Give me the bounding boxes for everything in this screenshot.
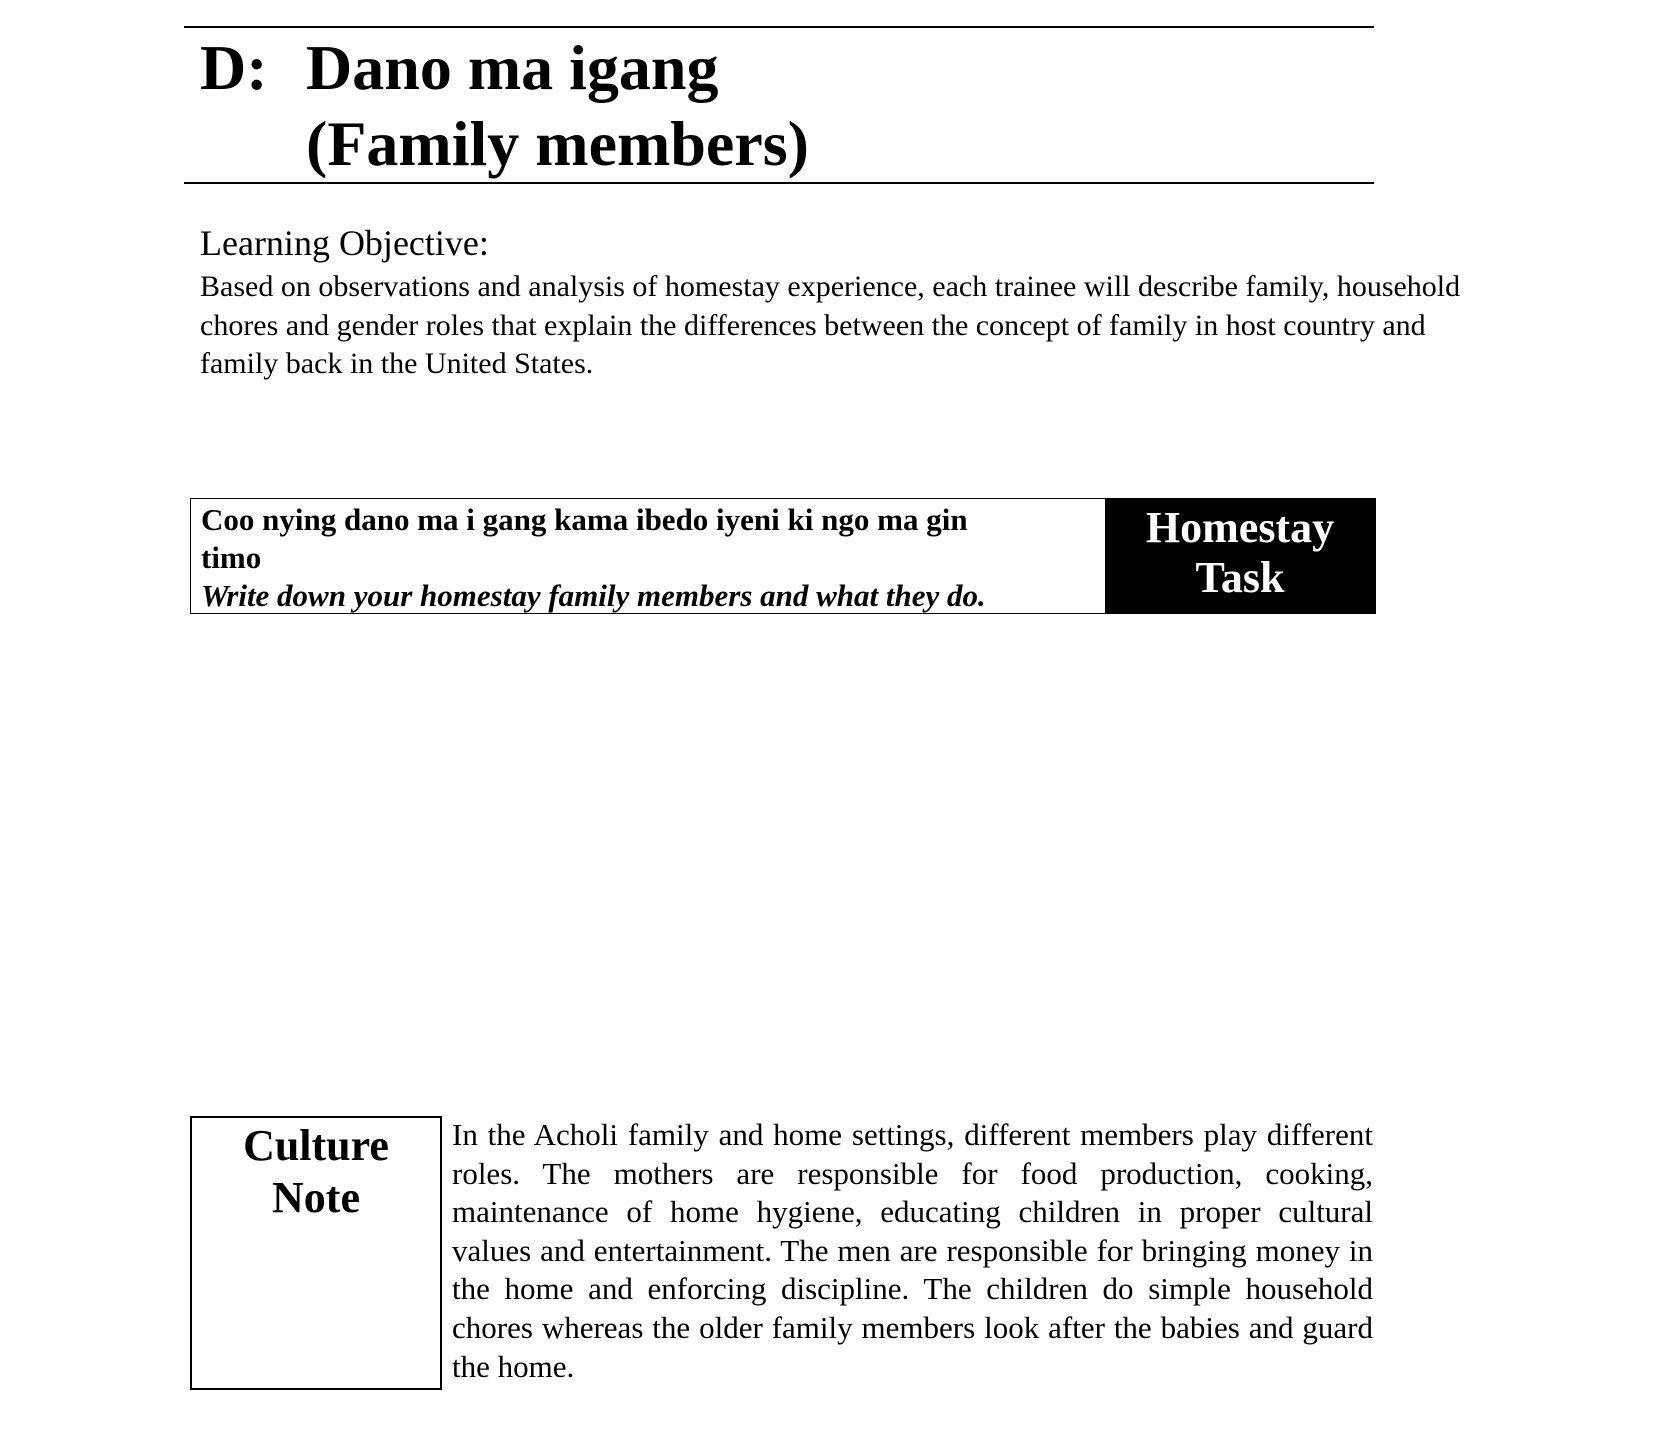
- top-rule: [184, 26, 1374, 28]
- task-acholi-line2: timo: [201, 540, 262, 575]
- section-title-acholi: Dano ma igang: [306, 32, 719, 103]
- culture-note-text: In the Acholi family and home settings, different members play different roles. The mothers are responsible for food production, cooking, maintenance of home hygiene, educating children in proper cultural values and entertainment. The men are responsible for bringing money in the home and enforcing discipline. The children do simple household chores whereas the older family members look after the babies and guard the home.: [452, 1117, 1373, 1384]
- badge-line2: Task: [1195, 553, 1285, 602]
- homestay-task-box: [190, 498, 1376, 614]
- task-instructions: [201, 501, 1081, 615]
- culture-note-label-line1: Culture: [243, 1121, 389, 1170]
- bottom-rule: [184, 182, 1374, 184]
- badge-line1: Homestay: [1145, 503, 1335, 552]
- section-letter: D:: [200, 32, 268, 103]
- section-title-english: (Family members): [306, 108, 809, 179]
- task-acholi-line1: Coo nying dano ma i gang kama ibedo iyeni ki ngo ma gin: [201, 502, 968, 537]
- learning-objective-label: Learning Objective:: [200, 223, 489, 263]
- culture-note-label-line2: Note: [272, 1173, 360, 1222]
- homestay-task-badge: [1105, 499, 1375, 613]
- task-english: Write down your homestay family members and what they do.: [201, 578, 986, 613]
- culture-note-label-box: [190, 1116, 442, 1390]
- learning-objective-text: Based on observations and analysis of homestay experience, each trainee will describe family, household chores and gender roles that explain the differences between the concept of family in host country and family back in the United States.: [200, 270, 1461, 380]
